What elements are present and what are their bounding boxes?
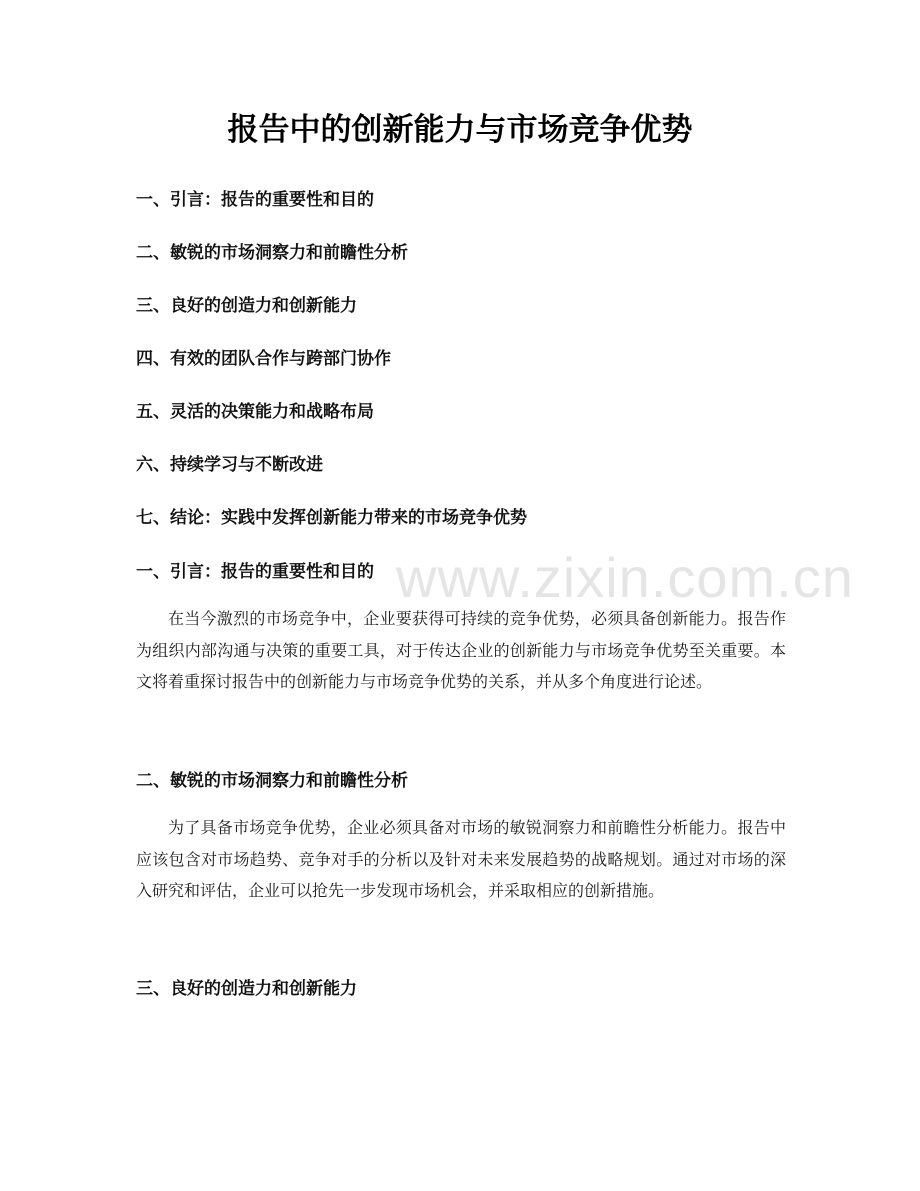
table-of-contents [136, 186, 796, 557]
section-creativity [136, 975, 786, 1003]
section-heading: 一、引言：报告的重要性和目的 [136, 562, 374, 582]
toc-item-4: 四、有效的团队合作与跨部门协作 [136, 349, 391, 369]
toc-item-6: 六、持续学习与不断改进 [136, 455, 323, 475]
section-heading: 二、敏锐的市场洞察力和前瞻性分析 [136, 771, 408, 791]
section-paragraph: 在当今激烈的市场竞争中，企业要获得可持续的竞争优势，必须具备创新能力。报告作为组织内部沟通与决策的重要工具，对于传达企业的创新能力与市场竞争优势至关重要。本文将着重探讨报告中的创新能力与市场竞争优势的关系，并从多个角度进行论述。 [136, 609, 786, 691]
section-paragraph: 为了具备市场竞争优势，企业必须具备对市场的敏锐洞察力和前瞻性分析能力。报告中应该包含对市场趋势、竞争对手的分析以及针对未来发展趋势的战略规划。通过对市场的深入研究和评估，企业可以抢先一步发现市场机会，并采取相应的创新措施。 [136, 818, 786, 900]
section-market-insight [136, 767, 786, 907]
section-heading: 三、良好的创造力和创新能力 [136, 979, 357, 999]
toc-item-1: 一、引言：报告的重要性和目的 [136, 190, 374, 210]
toc-item-7: 七、结论：实践中发挥创新能力带来的市场竞争优势 [136, 508, 527, 528]
toc-item-3: 三、良好的创造力和创新能力 [136, 296, 357, 316]
watermark: www.zixin.com.cn [396, 546, 854, 609]
toc-item-2: 二、敏锐的市场洞察力和前瞻性分析 [136, 243, 408, 263]
toc-item-5: 五、灵活的决策能力和战略布局 [136, 402, 374, 422]
section-introduction [136, 558, 786, 698]
document-title: 报告中的创新能力与市场竞争优势 [227, 112, 693, 148]
